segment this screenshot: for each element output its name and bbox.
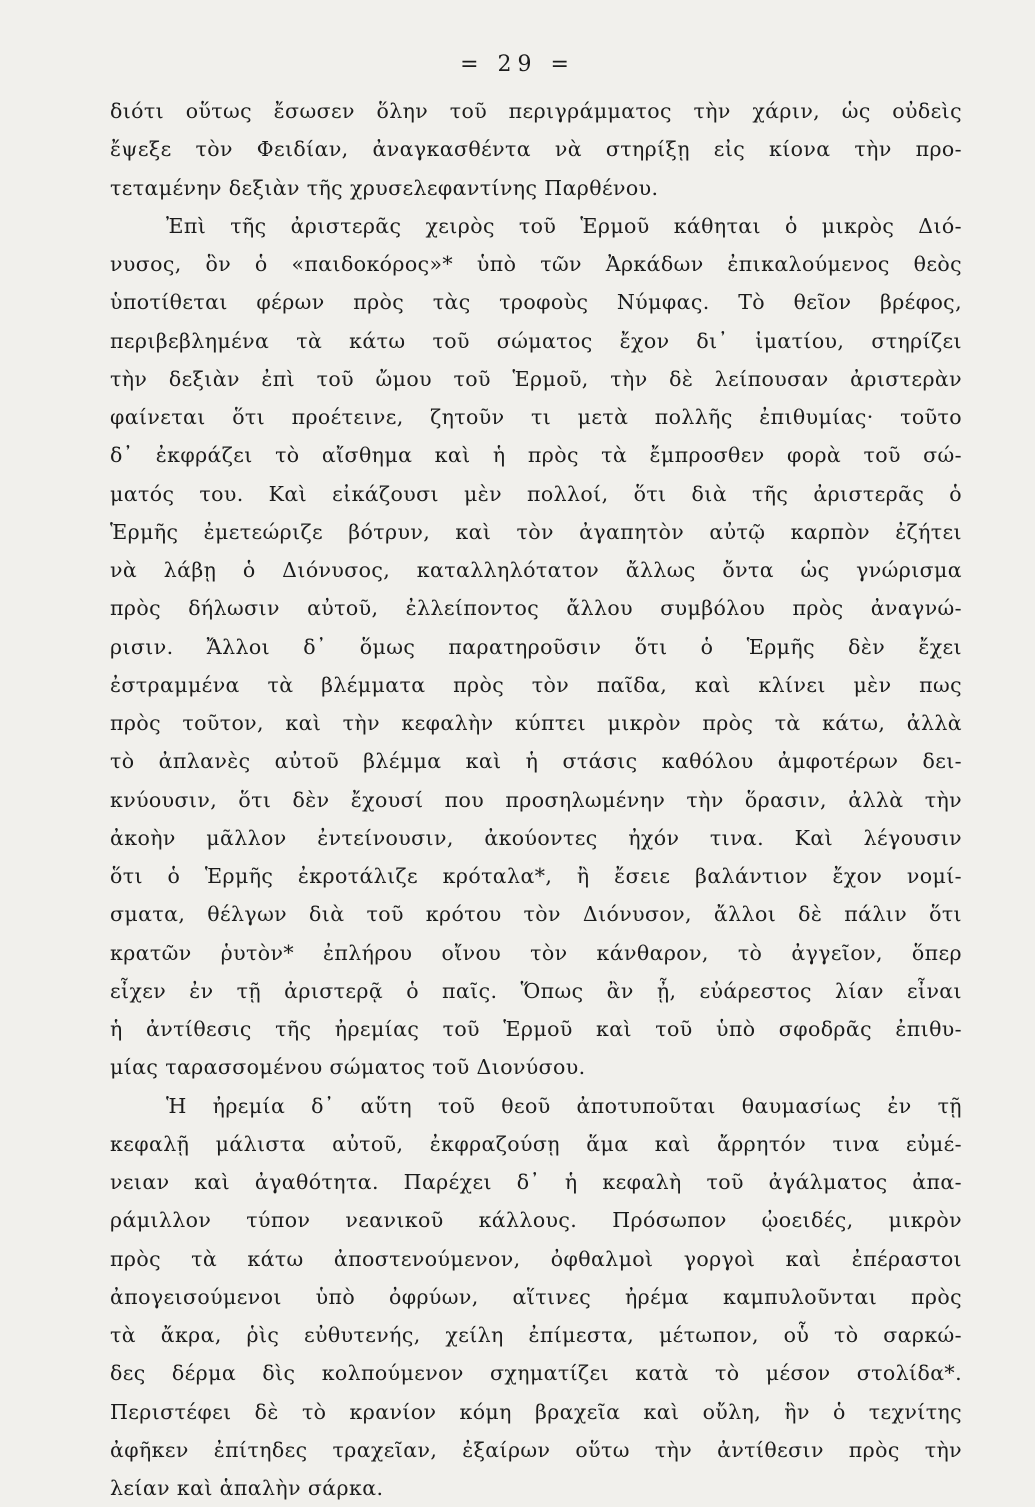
text-line: νυσος, ὃν ὁ «παιδοκόρος»* ὑπὸ τῶν Ἀρκάδων ἐπικαλούμενος θεὸς	[110, 252, 962, 276]
text-line: ἀκοὴν μᾶλλον ἐντείνουσιν, ἀκούοντες ἠχόν τινα. Καὶ λέγουσιν	[110, 825, 962, 850]
text-line: μίας ταρασσομένου σώματος τοῦ Διονύσου.	[110, 1055, 586, 1080]
text-line: κνύουσιν, ὅτι δὲν ἔχουσί που προσηλωμένην τὴν ὅρασιν, ἀλλὰ τὴν	[110, 787, 962, 812]
text-line: φαίνεται ὅτι προέτεινε, ζητοῦν τι μετὰ πολλῆς ἐπιθυμίας· τοῦτο	[110, 405, 962, 429]
text-line: τὰ ἄκρα, ῥὶς εὐθυτενής, χείλη ἐπίμεστα, μέτωπον, οὗ τὸ σαρκώ-	[110, 1323, 962, 1347]
text-line: ρισιν. Ἄλλοι δ᾽ ὅμως παρατηροῦσιν ὅτι ὁ Ἑρμῆς δὲν ἔχει	[110, 634, 962, 659]
text-line: τὴν δεξιὰν ἐπὶ τοῦ ὤμου τοῦ Ἑρμοῦ, τὴν δὲ λείπουσαν ἀριστερὰν	[110, 366, 962, 391]
text-line: πρὸς τὰ κάτω ἀποστενούμενον, ὀφθαλμοὶ γοργοὶ καὶ ἐπέραστοι	[110, 1246, 962, 1271]
text-line: κρατῶν ῥυτὸν* ἐπλήρου οἴνου τὸν κάνθαρον, τὸ ἀγγεῖον, ὅπερ	[110, 940, 962, 965]
text-line: λείαν καὶ ἁπαλὴν σάρκα.	[110, 1476, 384, 1500]
text-line: τὸ ἀπλανὲς αὐτοῦ βλέμμα καὶ ἡ στάσις καθόλου ἀμφοτέρων δει-	[110, 749, 962, 774]
text-line: πρὸς δήλωσιν αὐτοῦ, ἐλλείποντος ἄλλου συμβόλου πρὸς ἀναγνώ-	[110, 596, 962, 621]
text-line: ματός του. Καὶ εἰκάζουσι μὲν πολλοί, ὅτι διὰ τῆς ἀριστερᾶς ὁ	[110, 481, 962, 506]
text-line: δες δέρμα δὶς κολπούμενον σχηματίζει κατὰ τὸ μέσον στολίδα*.	[110, 1361, 962, 1386]
text-line: Περιστέφει δὲ τὸ κρανίον κόμη βραχεῖα καὶ οὔλη, ἣν ὁ τεχνίτης	[110, 1399, 962, 1424]
text-line: πρὸς τοῦτον, καὶ τὴν κεφαλὴν κύπτει μικρὸν πρὸς τὰ κάτω, ἀλλὰ	[110, 711, 962, 735]
text-line: ὅτι ὁ Ἑρμῆς ἐκροτάλιζε κρόταλα*, ἢ ἔσειε βαλάντιον ἔχον νομί-	[110, 864, 962, 888]
text-line: Ἐπὶ τῆς ἀριστερᾶς χειρὸς τοῦ Ἑρμοῦ κάθηται ὁ μικρὸς Διό-	[166, 213, 962, 238]
text-line: σματα, θέλγων διὰ τοῦ κρότου τὸν Διόνυσον, ἄλλοι δὲ πάλιν ὅτι	[110, 902, 962, 927]
text-line: δ᾽ ἐκφράζει τὸ αἴσθημα καὶ ἡ πρὸς τὰ ἔμπροσθεν φορὰ τοῦ σώ-	[110, 443, 962, 468]
text-line: ἀφῆκεν ἐπίτηδες τραχεῖαν, ἐξαίρων οὕτω τὴν ἀντίθεσιν πρὸς τὴν	[110, 1437, 962, 1462]
text-line: νειαν καὶ ἀγαθότητα. Παρέχει δ᾽ ἡ κεφαλὴ τοῦ ἀγάλματος ἀπα-	[110, 1170, 962, 1194]
text-line: τεταμένην δεξιὰν τῆς χρυσελεφαντίνης Παρθένου.	[110, 175, 659, 200]
text-line: νὰ λάβῃ ὁ Διόνυσος, καταλληλότατον ἄλλως ὄντα ὡς γνώρισμα	[110, 558, 962, 582]
text-line: ἡ ἀντίθεσις τῆς ἠρεμίας τοῦ Ἑρμοῦ καὶ τοῦ ὑπὸ σφοδρᾶς ἐπιθυ-	[110, 1017, 962, 1041]
text-line: ἔψεξε τὸν Φειδίαν, ἀναγκασθέντα νὰ στηρίξῃ εἰς κίονα τὴν προ-	[110, 137, 962, 162]
text-line: ἀπογεισούμενοι ὑπὸ ὀφρύων, αἵτινες ἠρέμα καμπυλοῦνται πρὸς	[110, 1284, 962, 1309]
text-line: κεφαλῇ μάλιστα αὐτοῦ, ἐκφραζούσῃ ἅμα καὶ ἄρρητόν τινα εὐμέ-	[110, 1131, 962, 1156]
text-line: ἐστραμμένα τὰ βλέμματα πρὸς τὸν παῖδα, καὶ κλίνει μὲν πως	[110, 672, 962, 697]
body-text	[110, 92, 962, 1507]
text-line: εἶχεν ἐν τῇ ἀριστερᾷ ὁ παῖς. Ὅπως ἂν ᾖ, εὐάρεστος λίαν εἶναι	[110, 978, 962, 1003]
text-line: Ἡ ἠρεμία δ᾽ αὕτη τοῦ θεοῦ ἀποτυποῦται θαυμασίως ἐν τῇ	[166, 1093, 962, 1118]
text-line: ράμιλλον τύπον νεανικοῦ κάλλους. Πρόσωπον ᾠοειδές, μικρὸν	[110, 1208, 962, 1233]
text-line: περιβεβλημένα τὰ κάτω τοῦ σώματος ἔχον δι᾽ ἱματίου, στηρίζει	[110, 328, 962, 353]
page-number: = 29 =	[460, 52, 575, 77]
text-line: ὑποτίθεται φέρων πρὸς τὰς τροφοὺς Νύμφας. Τὸ θεῖον βρέφος,	[110, 290, 962, 315]
text-line: διότι οὕτως ἔσωσεν ὅλην τοῦ περιγράμματος τὴν χάριν, ὡς οὐδεὶς	[110, 99, 962, 123]
text-line: Ἑρμῆς ἐμετεώριζε βότρυν, καὶ τὸν ἀγαπητὸν αὐτῷ καρπὸν ἐζήτει	[110, 519, 962, 544]
